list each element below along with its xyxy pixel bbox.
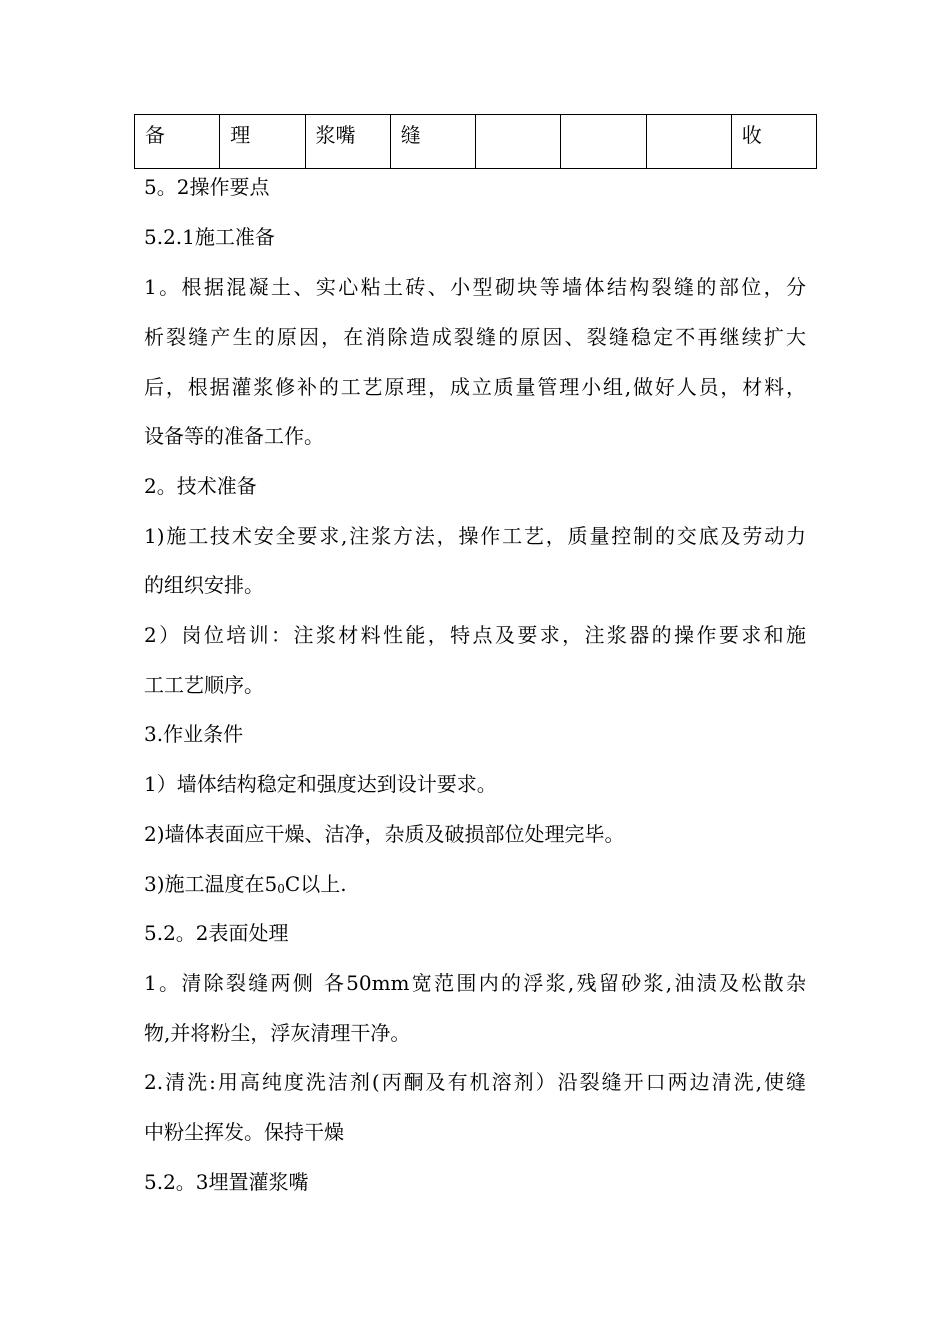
table-cell: 理	[220, 115, 305, 169]
paragraph-line	[144, 969, 806, 997]
text-span: C以上.	[284, 872, 347, 896]
paragraph-line: 设备等的准备工作。	[144, 424, 324, 448]
paragraph-line	[144, 323, 806, 351]
text-span: 1)施工技术安全要求,注浆方法，操作工艺，质量控制的交底及劳动力	[144, 524, 806, 548]
paragraph-line: 物,并将粉尘，浮灰清理干净。	[144, 1021, 411, 1045]
paragraph-line	[144, 1068, 806, 1096]
text-span: 后，根据灌浆修补的工艺原理，成立质量管理小组,做好人员，材料，	[144, 375, 806, 399]
item-heading: 3.作业条件	[144, 722, 244, 746]
table-cell: 缝	[390, 115, 475, 169]
table-row	[135, 115, 817, 169]
paragraph-line: 1）墙体结构稳定和强度达到设计要求。	[144, 772, 497, 796]
paragraph-line: 的组织安排。	[144, 573, 264, 597]
paragraph-line: 中粉尘挥发。保持干燥	[144, 1120, 344, 1144]
table-cell	[561, 115, 646, 169]
subsection-heading: 5.2。3埋置灌浆嘴	[144, 1170, 309, 1194]
paragraph-line	[144, 373, 806, 401]
text-span: 3)施工温度在5	[144, 872, 278, 896]
paragraph-line: 工工艺顺序。	[144, 673, 264, 697]
table-cell	[476, 115, 561, 169]
table-cell	[646, 115, 731, 169]
paragraph-line	[144, 870, 347, 903]
text-span: 2）岗位培训：注浆材料性能，特点及要求，注浆器的操作要求和施	[144, 623, 806, 647]
text-span: 1。根据混凝土、实心粘土砖、小型砌块等墙体结构裂缝的部位，分	[144, 275, 806, 299]
table-cell: 备	[135, 115, 220, 169]
paragraph-line: 2)墙体表面应干燥、洁净，杂质及破损部位处理完毕。	[144, 822, 625, 846]
text-span: 析裂缝产生的原因，在消除造成裂缝的原因、裂缝稳定不再继续扩大	[144, 325, 806, 349]
subsection-heading: 5.2。2表面处理	[144, 921, 289, 945]
table-cell: 浆嘴	[305, 115, 390, 169]
section-heading: 5。2操作要点	[144, 175, 270, 199]
degree-mark: 0	[277, 882, 285, 896]
text-span: 1。清除裂缝两侧 各50mm宽范围内的浮浆,残留砂浆,油渍及松散杂	[144, 971, 806, 995]
paragraph-line	[144, 621, 806, 649]
table-cell: 收	[731, 115, 816, 169]
text-span: 2.清洗:用高纯度洗洁剂(丙酮及有机溶剂）沿裂缝开口两边清洗,使缝	[144, 1070, 806, 1094]
item-heading: 2。技术准备	[144, 474, 257, 498]
paragraph-line	[144, 273, 806, 301]
process-table	[134, 114, 817, 169]
subsection-heading: 5.2.1施工准备	[144, 225, 275, 249]
paragraph-line	[144, 522, 806, 550]
